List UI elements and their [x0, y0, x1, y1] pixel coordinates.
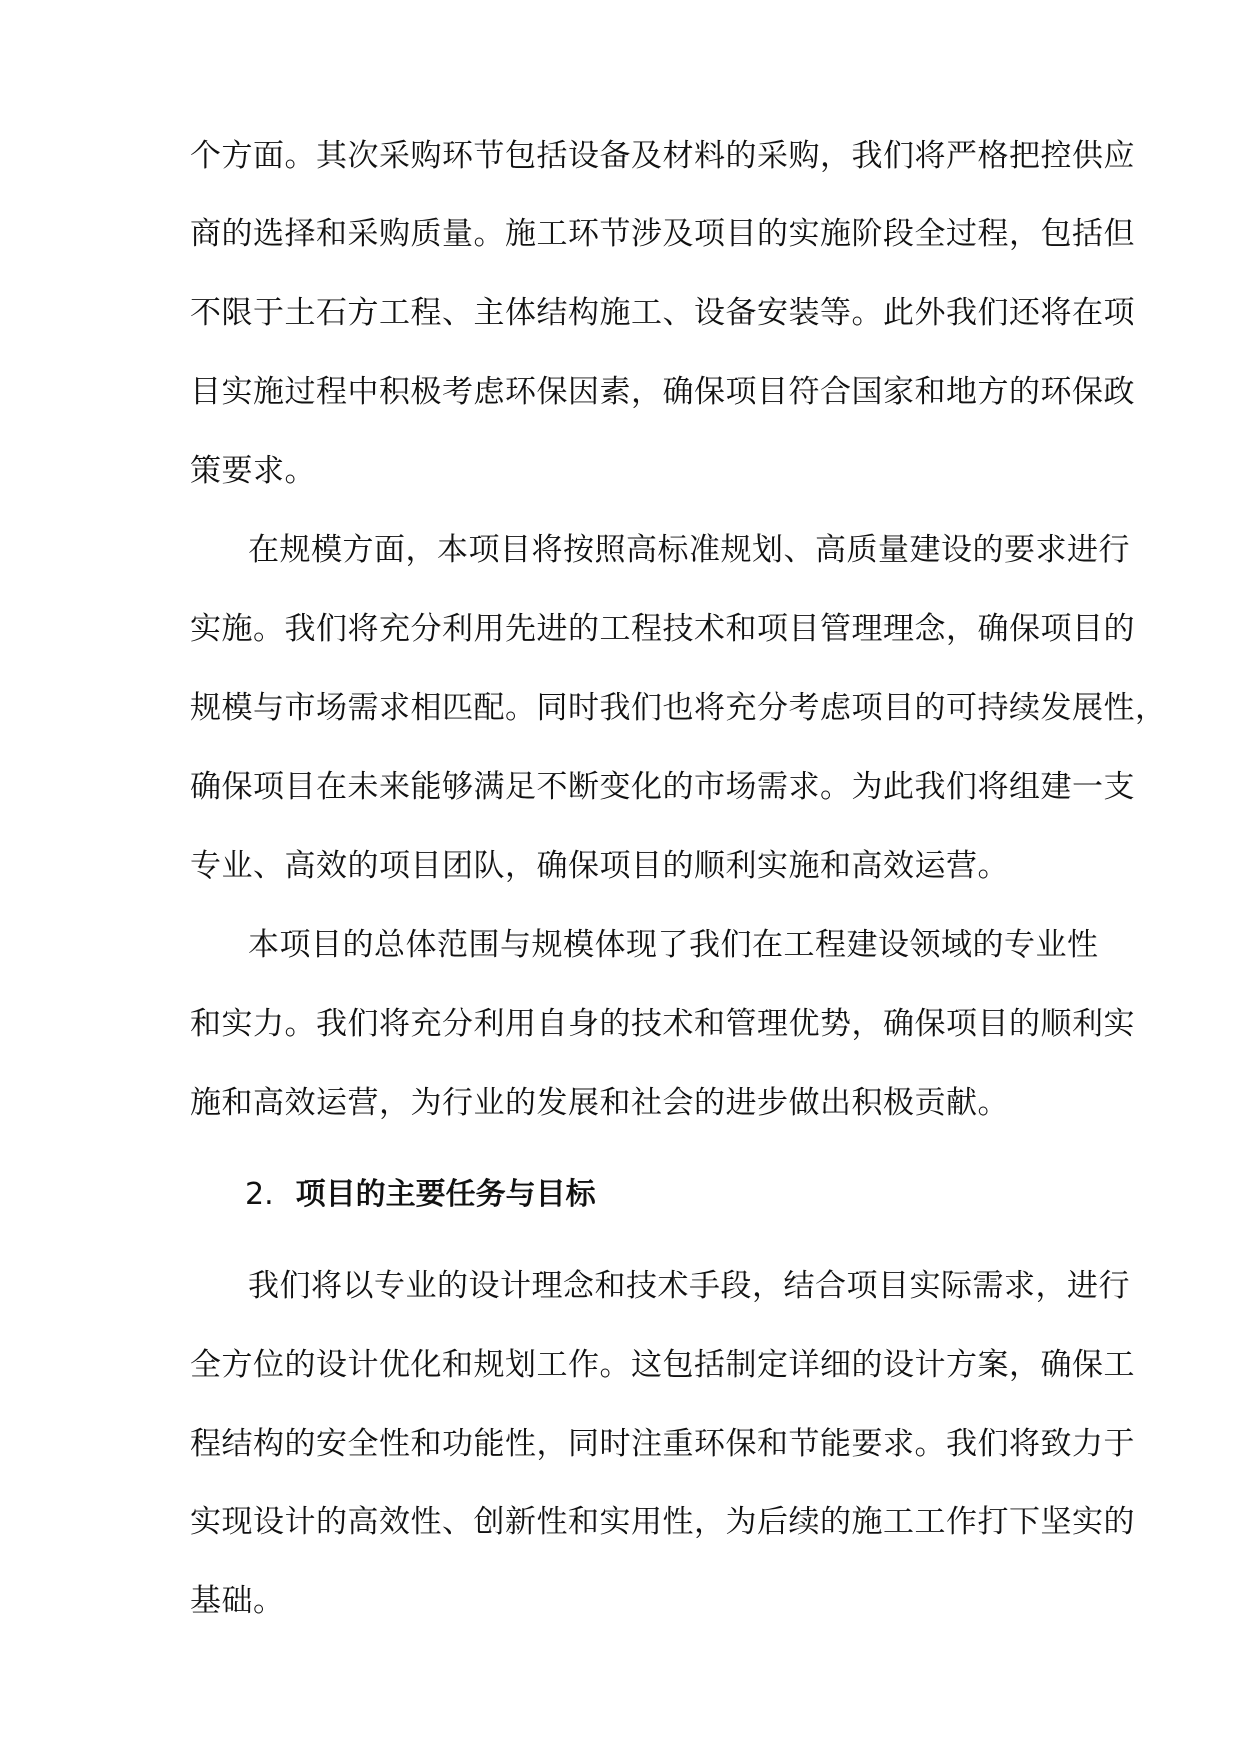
paragraph-4-line-5: 基础。: [190, 1583, 285, 1619]
paragraph-1-line-3: 不限于土石方工程、主体结构施工、设备安装等。此外我们还将在项: [190, 295, 1135, 331]
paragraph-2-line-5: 专业、高效的项目团队，确保项目的顺利实施和高效运营。: [190, 848, 1009, 884]
paragraph-2-line-3: 规模与市场需求相匹配。同时我们也将充分考虑项目的可持续发展性，: [190, 690, 1167, 726]
paragraph-4-line-3: 程结构的安全性和功能性，同时注重环保和节能要求。我们将致力于: [190, 1426, 1135, 1462]
section-heading: [245, 1175, 596, 1215]
paragraph-4-line-1: 我们将以专业的设计理念和技术手段，结合项目实际需求，进行: [248, 1268, 1130, 1304]
paragraph-3-line-1: 本项目的总体范围与规模体现了我们在工程建设领域的专业性: [248, 927, 1099, 963]
paragraph-2-line-2: 实施。我们将充分利用先进的工程技术和项目管理理念，确保项目的: [190, 611, 1135, 647]
paragraph-1-line-5: 策要求。: [190, 453, 316, 489]
paragraph-2-line-1: 在规模方面，本项目将按照高标准规划、高质量建设的要求进行: [248, 532, 1130, 568]
paragraph-1-line-1: 个方面。其次采购环节包括设备及材料的采购，我们将严格把控供应: [190, 138, 1135, 174]
paragraph-2-line-4: 确保项目在未来能够满足不断变化的市场需求。为此我们将组建一支: [190, 769, 1135, 805]
paragraph-1-line-4: 目实施过程中积极考虑环保因素，确保项目符合国家和地方的环保政: [190, 374, 1135, 410]
section-title: 项目的主要任务与目标: [295, 1177, 596, 1212]
section-number: 2.: [245, 1177, 274, 1212]
paragraph-1-line-2: 商的选择和采购质量。施工环节涉及项目的实施阶段全过程，包括但: [190, 216, 1135, 252]
paragraph-4-line-2: 全方位的设计优化和规划工作。这包括制定详细的设计方案，确保工: [190, 1347, 1135, 1383]
paragraph-4-line-4: 实现设计的高效性、创新性和实用性，为后续的施工工作打下坚实的: [190, 1504, 1135, 1540]
paragraph-3-line-3: 施和高效运营，为行业的发展和社会的进步做出积极贡献。: [190, 1085, 1009, 1121]
paragraph-3-line-2: 和实力。我们将充分利用自身的技术和管理优势，确保项目的顺利实: [190, 1006, 1135, 1042]
